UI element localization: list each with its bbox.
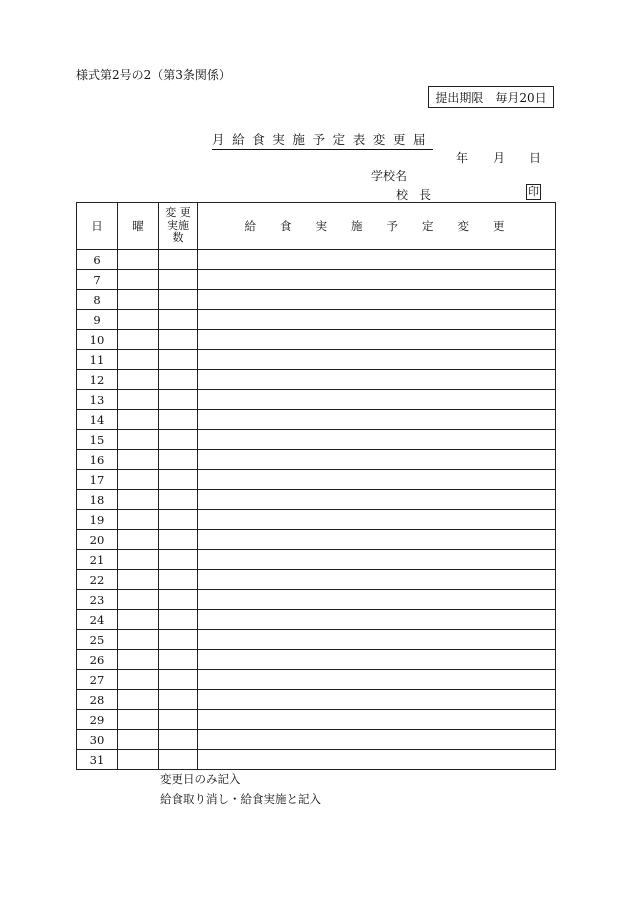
- weekday-cell: [118, 730, 159, 750]
- table-row: [77, 690, 556, 710]
- table-row: [77, 290, 556, 310]
- weekday-cell: [118, 370, 159, 390]
- weekday-cell: [118, 610, 159, 630]
- change-count-cell: [159, 430, 198, 450]
- table-row: [77, 490, 556, 510]
- weekday-cell: [118, 570, 159, 590]
- table-row: [77, 750, 556, 770]
- day-cell: 22: [77, 570, 118, 590]
- change-details-cell: [198, 610, 556, 630]
- note-cancel-or-serve: 給食取り消し・給食実施と記入: [160, 792, 321, 806]
- table-row: [77, 510, 556, 530]
- day-cell: 11: [77, 350, 118, 370]
- seal-mark: 印: [528, 185, 539, 198]
- day-cell: 10: [77, 330, 118, 350]
- weekday-cell: [118, 550, 159, 570]
- change-details-cell: [198, 430, 556, 450]
- table-row: [77, 310, 556, 330]
- weekday-cell: [118, 670, 159, 690]
- change-count-cell: [159, 270, 198, 290]
- table-row: [77, 370, 556, 390]
- header-change-count-line1: 変 更: [165, 206, 191, 220]
- weekday-cell: [118, 650, 159, 670]
- change-details-cell: [198, 690, 556, 710]
- change-details-cell: [198, 310, 556, 330]
- day-cell: 16: [77, 450, 118, 470]
- table-row: [77, 670, 556, 690]
- weekday-cell: [118, 350, 159, 370]
- day-cell: 26: [77, 650, 118, 670]
- change-details-cell: [198, 710, 556, 730]
- change-details-cell: [198, 750, 556, 770]
- day-cell: 8: [77, 290, 118, 310]
- change-details-cell: [198, 650, 556, 670]
- change-details-cell: [198, 530, 556, 550]
- header-details-label: 給食実施予定変更: [244, 219, 529, 233]
- day-cell: 27: [77, 670, 118, 690]
- change-details-cell: [198, 330, 556, 350]
- weekday-cell: [118, 290, 159, 310]
- header-change-count: [159, 203, 198, 250]
- day-cell: 12: [77, 370, 118, 390]
- day-cell: 14: [77, 410, 118, 430]
- change-count-cell: [159, 330, 198, 350]
- change-count-cell: [159, 590, 198, 610]
- table-row: [77, 270, 556, 290]
- day-cell: 29: [77, 710, 118, 730]
- table-row: [77, 570, 556, 590]
- change-details-cell: [198, 670, 556, 690]
- day-cell: 30: [77, 730, 118, 750]
- change-details-cell: [198, 490, 556, 510]
- table-row: [77, 710, 556, 730]
- change-details-cell: [198, 450, 556, 470]
- weekday-cell: [118, 690, 159, 710]
- header-weekday: 曜: [118, 203, 159, 250]
- schedule-change-table: [76, 202, 556, 770]
- weekday-cell: [118, 710, 159, 730]
- weekday-cell: [118, 330, 159, 350]
- weekday-cell: [118, 310, 159, 330]
- day-cell: 13: [77, 390, 118, 410]
- weekday-cell: [118, 270, 159, 290]
- change-details-cell: [198, 510, 556, 530]
- change-details-cell: [198, 410, 556, 430]
- submission-deadline-box: 提出期限 毎月20日: [428, 86, 554, 108]
- change-details-cell: [198, 590, 556, 610]
- weekday-cell: [118, 450, 159, 470]
- weekday-cell: [118, 590, 159, 610]
- change-count-cell: [159, 730, 198, 750]
- change-details-cell: [198, 290, 556, 310]
- change-count-cell: [159, 290, 198, 310]
- day-cell: 18: [77, 490, 118, 510]
- date-line: [456, 149, 541, 166]
- change-count-cell: [159, 370, 198, 390]
- table-row: [77, 250, 556, 270]
- table-row: [77, 590, 556, 610]
- day-cell: 20: [77, 530, 118, 550]
- day-cell: 24: [77, 610, 118, 630]
- weekday-cell: [118, 250, 159, 270]
- change-details-cell: [198, 270, 556, 290]
- change-count-cell: [159, 650, 198, 670]
- day-cell: 31: [77, 750, 118, 770]
- change-count-cell: [159, 310, 198, 330]
- day-cell: 23: [77, 590, 118, 610]
- change-count-cell: [159, 410, 198, 430]
- weekday-cell: [118, 470, 159, 490]
- change-count-cell: [159, 250, 198, 270]
- year-label: 年: [456, 151, 469, 165]
- form-number-label: 様式第2号の2（第3条関係）: [76, 68, 231, 82]
- weekday-cell: [118, 410, 159, 430]
- table-row: [77, 550, 556, 570]
- change-count-cell: [159, 750, 198, 770]
- table-row: [77, 430, 556, 450]
- header-change-count-line3: 数: [172, 231, 184, 245]
- change-details-cell: [198, 550, 556, 570]
- weekday-cell: [118, 490, 159, 510]
- change-count-cell: [159, 610, 198, 630]
- school-name-label: 学校名: [371, 169, 408, 183]
- change-count-cell: [159, 450, 198, 470]
- day-cell: 28: [77, 690, 118, 710]
- principal-label: 校長: [396, 188, 443, 202]
- header-change-count-line2: 実施: [167, 218, 189, 232]
- change-details-cell: [198, 250, 556, 270]
- change-details-cell: [198, 390, 556, 410]
- table-row: [77, 390, 556, 410]
- weekday-cell: [118, 510, 159, 530]
- day-cell: 7: [77, 270, 118, 290]
- table-row: [77, 410, 556, 430]
- change-count-cell: [159, 570, 198, 590]
- day-label: 日: [529, 151, 542, 165]
- change-details-cell: [198, 470, 556, 490]
- header-day: 日: [77, 203, 118, 250]
- day-cell: 21: [77, 550, 118, 570]
- table-row: [77, 450, 556, 470]
- change-count-cell: [159, 530, 198, 550]
- change-count-cell: [159, 550, 198, 570]
- table-row: [77, 610, 556, 630]
- change-count-cell: [159, 510, 198, 530]
- document-title: 月給食実施予定表変更届: [212, 130, 433, 150]
- header-schedule-change-details: [198, 203, 556, 250]
- table-row: [77, 650, 556, 670]
- change-count-cell: [159, 630, 198, 650]
- table-row: [77, 530, 556, 550]
- change-details-cell: [198, 350, 556, 370]
- change-count-cell: [159, 490, 198, 510]
- change-details-cell: [198, 630, 556, 650]
- weekday-cell: [118, 630, 159, 650]
- day-cell: 17: [77, 470, 118, 490]
- table-row: [77, 470, 556, 490]
- day-cell: 9: [77, 310, 118, 330]
- change-count-cell: [159, 710, 198, 730]
- table-row: [77, 730, 556, 750]
- table-row: [77, 330, 556, 350]
- day-cell: 15: [77, 430, 118, 450]
- change-details-cell: [198, 570, 556, 590]
- day-cell: 19: [77, 510, 118, 530]
- change-count-cell: [159, 390, 198, 410]
- change-count-cell: [159, 670, 198, 690]
- weekday-cell: [118, 530, 159, 550]
- change-count-cell: [159, 470, 198, 490]
- month-label: 月: [493, 151, 506, 165]
- day-cell: 6: [77, 250, 118, 270]
- change-count-cell: [159, 690, 198, 710]
- table-row: [77, 630, 556, 650]
- day-cell: 25: [77, 630, 118, 650]
- change-count-cell: [159, 350, 198, 370]
- change-details-cell: [198, 370, 556, 390]
- note-change-days-only: 変更日のみ記入: [160, 772, 241, 786]
- change-details-cell: [198, 730, 556, 750]
- weekday-cell: [118, 750, 159, 770]
- weekday-cell: [118, 390, 159, 410]
- weekday-cell: [118, 430, 159, 450]
- table-row: [77, 350, 556, 370]
